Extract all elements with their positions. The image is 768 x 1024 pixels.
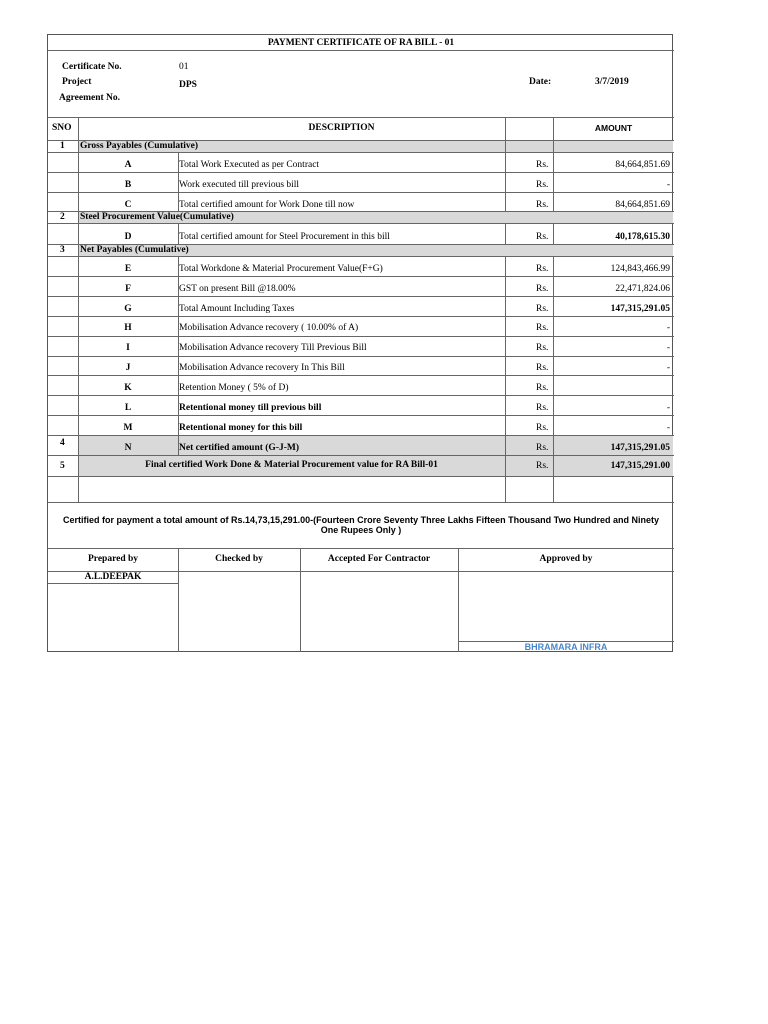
row-g-code: G — [124, 304, 132, 314]
row-k-code: K — [124, 383, 132, 393]
row-i-currency: Rs. — [536, 343, 549, 353]
section-3-no: 3 — [60, 245, 65, 255]
row-b-currency: Rs. — [536, 180, 549, 190]
section-1-no: 1 — [60, 141, 65, 151]
row-l-amount: - — [666, 403, 670, 413]
row-i-code: I — [126, 343, 130, 353]
row-f-code: F — [125, 284, 131, 294]
row-a-currency: Rs. — [536, 160, 549, 170]
row-h-currency: Rs. — [536, 323, 549, 333]
row-m-description: Retentional money for this bill — [179, 423, 303, 433]
row-e-code: E — [124, 264, 132, 274]
certificate-title: PAYMENT CERTIFICATE OF RA BILL - 01 — [267, 38, 455, 48]
row-h-amount: - — [666, 323, 670, 333]
row-m-code: M — [123, 423, 133, 433]
row-j-code: J — [125, 363, 131, 373]
row-m-amount: - — [666, 423, 670, 433]
prepared-by-name: A.L.DEEPAK — [84, 572, 142, 582]
row-c-currency: Rs. — [536, 200, 549, 210]
column-header-sno: SNO — [52, 123, 72, 133]
row-c-amount: 84,664,851.69 — [615, 200, 670, 210]
row-g-amount: 147,315,291.05 — [610, 304, 670, 314]
row-n-currency: Rs. — [536, 443, 549, 453]
approved-company-name: BHRAMARA INFRA — [524, 642, 608, 652]
row-c-code: C — [124, 200, 132, 210]
date-value: 3/7/2019 — [595, 77, 629, 87]
row-h-description: Mobilisation Advance recovery ( 10.00% of A) — [179, 323, 359, 333]
row-j-currency: Rs. — [536, 363, 549, 373]
prepared-by-label: Prepared by — [87, 554, 139, 564]
row-final-sno: 5 — [60, 461, 65, 471]
row-i-amount: - — [666, 343, 670, 353]
column-header-amount: AMOUNT — [594, 123, 633, 133]
row-n-code: N — [124, 443, 132, 453]
row-b-description: Work executed till previous bill — [179, 180, 300, 190]
row-final-currency: Rs. — [536, 461, 549, 471]
row-n-sno: 4 — [60, 438, 65, 448]
payment-certificate-sheet — [47, 34, 673, 652]
row-f-amount: 22,471,824.06 — [615, 284, 670, 294]
row-e-description: Total Workdone & Material Procurement Value(F+G) — [179, 264, 383, 274]
project-value: DPS — [179, 80, 197, 90]
agreement-no-label: Agreement No. — [59, 93, 121, 103]
column-header-description: DESCRIPTION — [308, 123, 375, 133]
section-3-label: Net Payables (Cumulative) — [80, 245, 189, 255]
row-j-description: Mobilisation Advance recovery In This Bill — [179, 363, 345, 373]
row-h-code: H — [124, 323, 132, 333]
certified-text-line2: One Rupees Only ) — [320, 525, 402, 535]
approved-by-label: Approved by — [539, 554, 593, 564]
row-n-description: Net certified amount (G-J-M) — [179, 443, 300, 453]
row-e-amount: 124,843,466.99 — [610, 264, 670, 274]
row-g-description: Total Amount Including Taxes — [179, 304, 295, 314]
certificate-no-value: 01 — [179, 62, 189, 72]
certified-text-line1: Certified for payment a total amount of Rs.14,73,15,291.00-(Fourteen Crore Seventy Three Lakhs Fifteen Thousand Two Hundred and Ninety — [63, 515, 659, 525]
row-d-amount: 40,178,615.30 — [615, 232, 670, 242]
date-label: Date: — [529, 77, 552, 87]
row-f-currency: Rs. — [536, 284, 549, 294]
section-2-no: 2 — [60, 212, 65, 222]
accepted-for-contractor-label: Accepted For Contractor — [327, 554, 431, 564]
row-k-currency: Rs. — [536, 383, 549, 393]
row-a-description: Total Work Executed as per Contract — [179, 160, 320, 170]
row-l-currency: Rs. — [536, 403, 549, 413]
section-1-label: Gross Payables (Cumulative) — [80, 141, 199, 151]
project-label: Project — [62, 77, 92, 87]
row-c-description: Total certified amount for Work Done till now — [179, 200, 355, 210]
row-a-code: A — [124, 160, 132, 170]
row-n-amount: 147,315,291.05 — [610, 443, 670, 453]
row-b-code: B — [124, 180, 132, 190]
row-f-description: GST on present Bill @18.00% — [179, 284, 296, 294]
row-final-amount: 147,315,291.00 — [610, 461, 670, 471]
row-l-code: L — [124, 403, 132, 413]
row-final-description: Final certified Work Done & Material Procurement value for RA Bill-01 — [145, 460, 438, 470]
row-d-currency: Rs. — [536, 232, 549, 242]
row-k-description: Retention Money ( 5% of D) — [179, 383, 289, 393]
row-j-amount: - — [666, 363, 670, 373]
section-2-label: Steel Procurement Value(Cumulative) — [80, 212, 234, 222]
row-l-description: Retentional money till previous bill — [179, 403, 322, 413]
row-g-currency: Rs. — [536, 304, 549, 314]
row-e-currency: Rs. — [536, 264, 549, 274]
row-d-description: Total certified amount for Steel Procurement in this bill — [179, 232, 390, 242]
checked-by-label: Checked by — [215, 554, 263, 564]
row-m-currency: Rs. — [536, 423, 549, 433]
row-a-amount: 84,664,851.69 — [615, 160, 670, 170]
row-b-amount: - — [666, 180, 670, 190]
certificate-no-label: Certificate No. — [62, 62, 122, 72]
row-i-description: Mobilisation Advance recovery Till Previous Bill — [179, 343, 367, 353]
row-d-code: D — [124, 232, 132, 242]
